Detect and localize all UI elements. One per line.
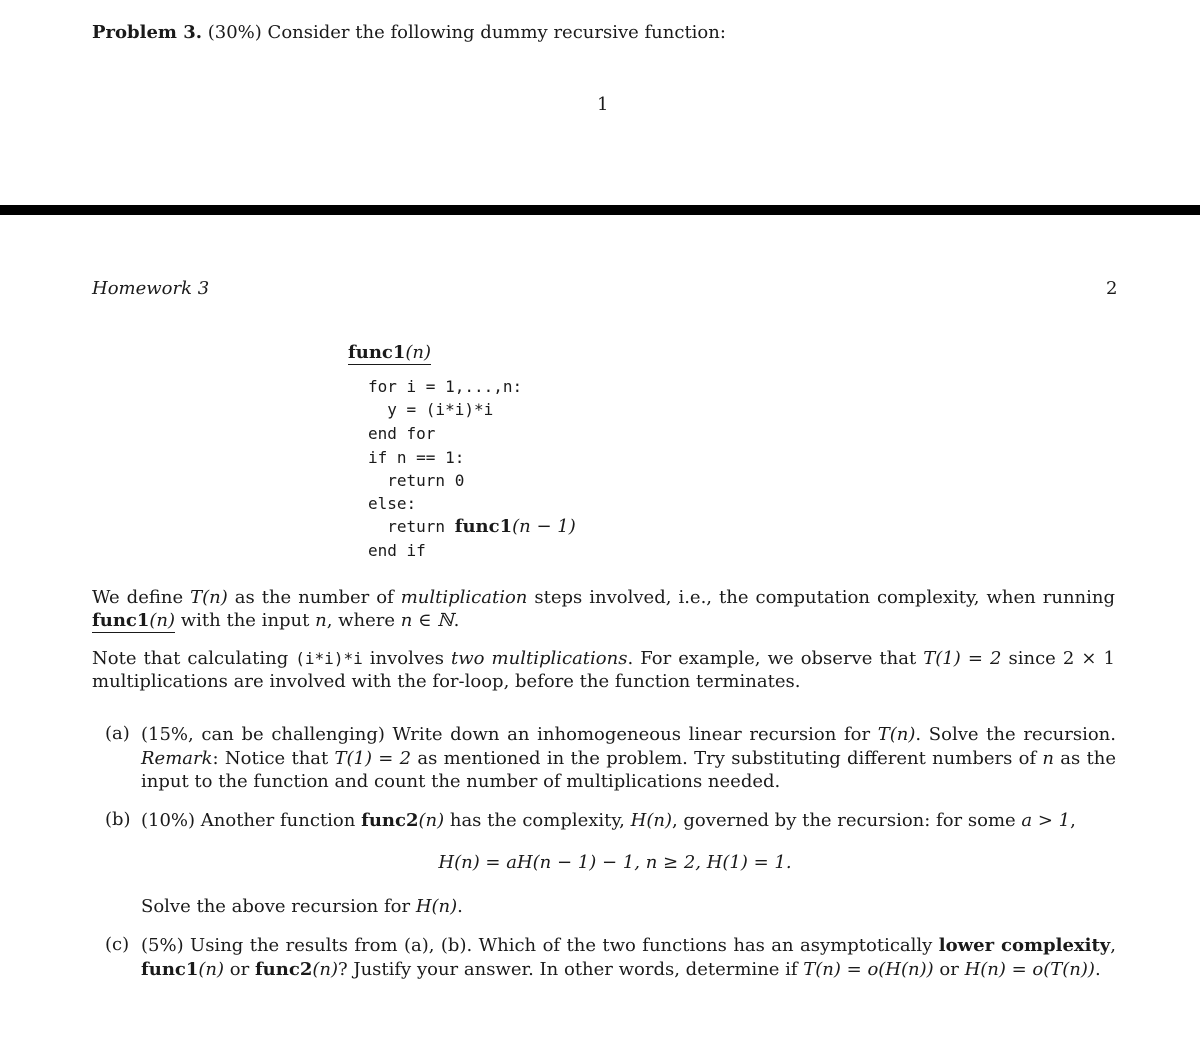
text: as the number of: [227, 587, 401, 608]
page-number: 1: [597, 94, 609, 115]
text: ? Justify your answer. In other words, determine if: [337, 958, 804, 980]
math: H(n) = o(T(n)): [964, 958, 1095, 980]
text: .: [453, 610, 460, 631]
text: (15%, can be challenging) Write down an inhomogeneous linear recursion for: [141, 724, 878, 745]
problem-intro: Consider the following dummy recursive function:: [267, 22, 726, 43]
math: T(1) = 2: [334, 747, 412, 769]
math: T(n): [190, 587, 228, 608]
code-line: end if: [368, 541, 426, 560]
code-line: else:: [368, 494, 417, 513]
emphasis: lower complexity: [938, 935, 1111, 956]
function-name: func1: [92, 610, 150, 631]
math: n: [1042, 747, 1054, 769]
return-keyword: return: [368, 517, 455, 536]
definition-paragraph: [92, 586, 1115, 632]
math: T(1) = 2: [923, 648, 1002, 669]
function-title: [348, 342, 431, 365]
text: Note that calculating: [92, 648, 296, 669]
item-label-c: (c): [105, 934, 130, 955]
page-divider: [0, 205, 1200, 215]
code-line: for i = 1,...,n:: [368, 377, 523, 396]
item-c-text: [141, 934, 1116, 981]
text: involves: [362, 648, 452, 669]
math: T(n): [877, 724, 916, 745]
item-b-followup: [141, 895, 1116, 919]
item-b-text: [141, 809, 1116, 833]
text: or: [224, 958, 255, 980]
text: , where: [326, 610, 401, 631]
text: Solve the above recursion for: [141, 896, 416, 917]
code-line: end for: [368, 424, 436, 443]
math: (n): [198, 958, 225, 980]
math: a > 1: [1021, 810, 1071, 831]
function-name: func1: [141, 958, 199, 980]
code-inline: (i*i)*i: [295, 649, 363, 668]
item-a-text: [141, 723, 1116, 794]
function-name: func1: [348, 342, 406, 363]
text: since 2 × 1 multiplications are involved with the for-loop, before the function terminates.: [92, 648, 1115, 692]
item-label-a: (a): [105, 723, 130, 744]
text: .: [1094, 958, 1101, 980]
math: n ∈ ℕ: [400, 610, 454, 631]
emphasis: multiplication: [400, 587, 528, 608]
recursion-equation: H(n) = aH(n − 1) − 1, n ≥ 2, H(1) = 1.: [438, 852, 792, 873]
text: : Notice that: [212, 747, 335, 769]
problem-statement: [92, 22, 726, 43]
code-line: if n == 1:: [368, 448, 465, 467]
text: We define: [92, 587, 191, 608]
text: as mentioned in the problem. Try substituting different numbers of: [411, 747, 1043, 769]
page-number: 2: [1106, 278, 1118, 299]
math: n: [315, 610, 327, 631]
math: T(n) = o(H(n)): [803, 958, 934, 980]
code-line: y = (i*i)*i: [368, 400, 494, 419]
function-name: func2: [361, 810, 419, 831]
text: . Solve the recursion.: [915, 724, 1116, 745]
recursive-call-arg: (n − 1): [512, 516, 576, 537]
text: steps involved, i.e., the computation complexity, when running: [527, 587, 1116, 608]
text: ,: [1070, 810, 1076, 831]
text: . For example, we observe that: [627, 648, 924, 669]
running-head: Homework 3: [92, 278, 210, 299]
text: has the complexity,: [444, 810, 631, 831]
code-line-return: [368, 515, 576, 538]
code-line: return 0: [368, 471, 465, 490]
text: (5%) Using the results from (a), (b). Which of the two functions has an asymptotically: [141, 935, 939, 956]
text: , governed by the recursion: for some: [671, 810, 1022, 831]
math: (n): [312, 958, 338, 980]
text: or: [933, 958, 965, 980]
math: H(n): [630, 810, 672, 831]
text: as the input to the function and count the number of multiplications needed.: [141, 747, 1116, 792]
remark-label: Remark: [141, 747, 213, 769]
problem-title: Problem 3.: [92, 22, 203, 43]
note-paragraph: [92, 647, 1115, 693]
text: ,: [1110, 935, 1116, 956]
text: (10%) Another function: [141, 810, 362, 831]
math: (n): [418, 810, 445, 831]
text: with the input: [175, 610, 316, 631]
text: .: [457, 896, 463, 917]
math: (n): [149, 610, 176, 631]
emphasis: two multiplications: [451, 648, 628, 669]
math: H(n): [415, 896, 458, 917]
function-arg: (n): [405, 342, 432, 363]
item-label-b: (b): [105, 809, 131, 830]
problem-percent: (30%): [207, 22, 262, 43]
recursive-call: func1: [454, 516, 513, 537]
function-name: func2: [254, 958, 313, 980]
